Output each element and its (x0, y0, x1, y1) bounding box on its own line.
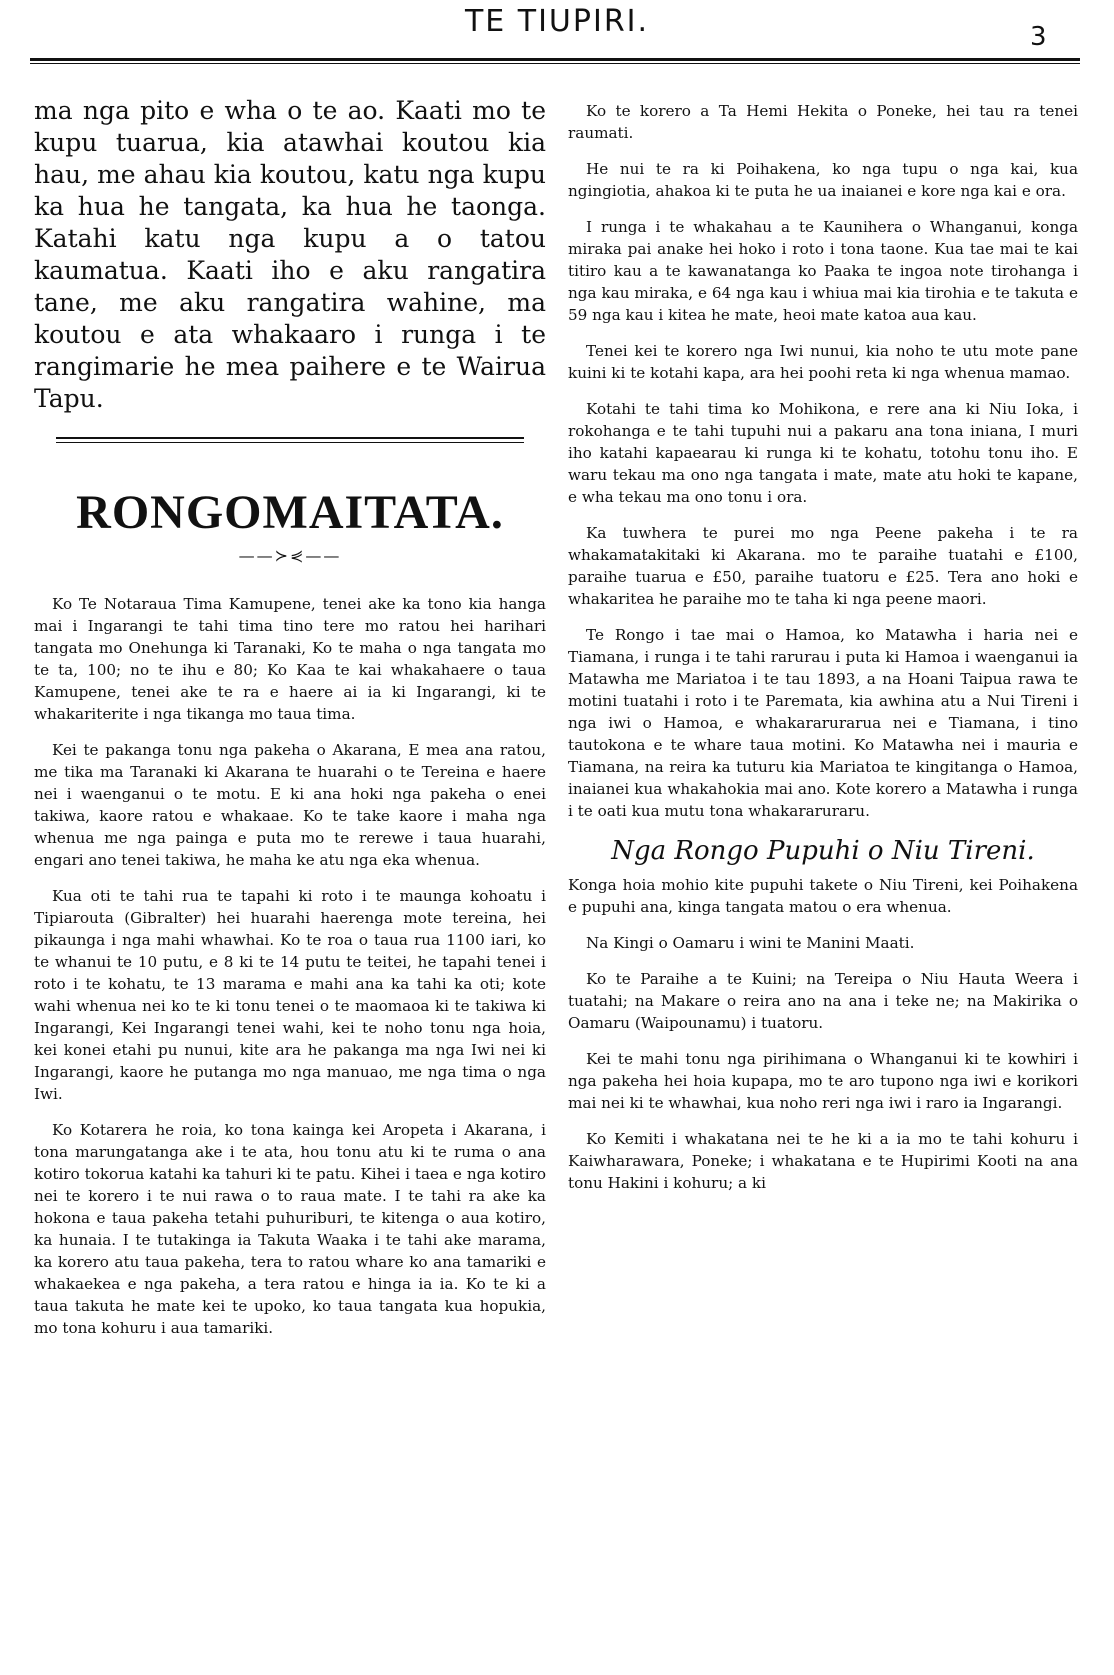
news-item: Ka tuwhera te purei mo nga Peene pakeha i te ra whakamatakitaki ki Akarana. mo te paraihe tuatahi e £100, paraihe tuarua e £50, paraihe tuatoru e £25. Tera ano hoki e whakaritea he paraihe mo te taha ki nga peene maori. (568, 524, 1078, 608)
page-number: 3 (1030, 22, 1047, 52)
header-rule (30, 58, 1080, 61)
news-item: I runga i te whakahau a te Kaunihera o Whanganui, konga miraka pai anake hei hoko i roto i tona taone. Kua tae mai te kai titiro kau a te kawanatanga ko Paaka te ingoa note tirohanga i nga kau miraka, e 64 nga kau i whiua mai kia tirohia e te takuta e 59 nga kau i kitea he mate, heoi mate katoa aua kau. (568, 218, 1078, 324)
sub-heading: Nga Rongo Pupuhi o Niu Tireni. (611, 836, 1035, 866)
news-item: Tenei kei te korero nga Iwi nunui, kia noho te utu mote pane kuini ki te kotahi kapa, ara hei poohi reta ki nga whenua mamao. (568, 342, 1078, 382)
article-paragraph: Ko Kotarera he roia, ko tona kainga kei Aropeta i Akarana, i tona marungatanga ake i te ata, hou tonu atu ki te ruma o ana kotiro tokorua katahi ka tahuri ki te patu. Kihei i taea e nga kotiro nei te korero i te nui rawa o to raua mate. I te tahi ra ake ka hokona e taua pakeha tetahi puhuriburi, te kitenga o aua kotiro, ka hunaia. I te tutakinga ia Takuta Waaka i te tahi ake marama, ka korero atu taua pakeha, tera to ratou whare ko ana tamariki e whakaekea e nga pakeha, a tera ratou e hinga ia ia. Ko te ki a taua takuta he mate kei te upoko, ko taua tangata kua hopukia, mo tona kohuru i aua tamariki. (34, 1121, 546, 1337)
page-header (0, 0, 1114, 70)
news-item: Ko Kemiti i whakatana nei te he ki a ia mo te tahi kohuru i Kaiwharawara, Poneke; i whakatana e te Hupirimi Kooti na ana tonu Hakini i kohuru; a ki (568, 1130, 1078, 1192)
section-heading: RONGOMAITATA. (76, 486, 504, 539)
article-paragraph: Kua oti te tahi rua te tapahi ki roto i te maunga kohoatu i Tipiarouta (Gibralter) hei huarahi haerenga mote tereina, hei pikaunga i nga mahi whawhai. Ko te roa o taua rua 1100 iari, ko te whanui te 10 putu, e 8 ki te 14 putu te teitei, he tapahi tenei i roto i te kohatu, te 13 marama e mahi ana ka tahi ka oti; kote wahi whenua nei ko te ki tonu tenei o te maomaoa ki te takiwa ki Ingarangi, Kei Ingarangi tenei wahi, kei te noho tonu nga hoia, kei konei etahi pu nunui, kite ara he pakanga ma nga Iwi nei ki Ingarangi, kaore he putanga mo nga manuao, me nga tima o nga Iwi. (34, 887, 546, 1103)
news-item: Ko te korero a Ta Hemi Hekita o Poneke, hei tau ra tenei raumati. (568, 102, 1078, 142)
header-rule-thin (30, 63, 1080, 64)
ornament: ——≻⋞—— (238, 546, 342, 565)
masthead-title: TE TIUPIRI. (464, 4, 650, 39)
news-item: Ko te Paraihe a te Kuini; na Tereipa o Niu Hauta Weera i tuatahi; na Makare o reira ano na ana i teke ne; na Makirika o Oamaru (Waipounamu) i tuatoru. (568, 970, 1078, 1032)
news-item: Konga hoia mohio kite pupuhi takete o Niu Tireni, kei Poihakena e pupuhi ana, kinga tangata matou o era whenua. (568, 876, 1078, 916)
news-item: Te Rongo i tae mai o Hamoa, ko Matawha i haria nei e Tiamana, i runga i te tahi rarurau i puta ki Hamoa i waenganui ia Matawha me Mariatoa i te tau 1893, a na Hoani Taipua rawa te motini tuatahi i roto i te Paremata, kia awhina atu a Nui Tireni i nga iwi o Hamoa, e whakararurarua nei e Tiamana, i tino tautokona e te whare taua motini. Ko Matawha nei i mauria e Tiamana, na reira ka tuturu kia Mariatoa te kingitanga o Hamoa, inaianei kua whakahokia mai ano. Kote korero a Matawha i runga i te oati kua mutu tona whakararuraru. (568, 626, 1078, 820)
lead-paragraph: ma nga pito e wha o te ao. Kaati mo te kupu tuarua, kia atawhai koutou kia hau, me ahau kia koutou, katu nga kupu ka hua he tangata, ka hua he taonga. Katahi katu nga kupu a o tatou kaumatua. Kaati iho e aku rangatira tane, me aku rangatira wahine, ma koutou e ata whakaaro i runga i te rangimarie he mea paihere e te Wairua Tapu. (34, 96, 546, 413)
right-column (568, 100, 1078, 1208)
news-item: Na Kingi o Oamaru i wini te Manini Maati. (586, 934, 915, 952)
article-paragraph: Kei te pakanga tonu nga pakeha o Akarana, E mea ana ratou, me tika ma Taranaki ki Akarana te huarahi o te Tereina e haere nei i waenganui o te motu. E ki ana hoki nga pakeha o enei takiwa, kaore ratou e whakaae. Ko te take kaore i maha nga whenua me nga painga e puta mo te rerewe i taua huarahi, engari ano tenei takiwa, he maha ke atu nga eka whenua. (34, 741, 546, 869)
section-divider (34, 437, 546, 443)
news-item: He nui te ra ki Poihakena, ko nga tupu o nga kai, kua ngingiotia, ahakoa ki te puta he ua inaianei e kore nga kai e ora. (568, 160, 1078, 200)
news-item: Kei te mahi tonu nga pirihimana o Whanganui ki te kowhiri i nga pakeha hei hoia kupapa, mo te aro tupono nga iwi e korikori mai nei ki te whawhai, kua noho reri nga iwi i raro ia Ingarangi. (568, 1050, 1078, 1112)
news-item: Kotahi te tahi tima ko Mohikona, e rere ana ki Niu Ioka, i rokohanga e te tahi tupuhi nui a pakaru ana tona iniana, I muri iho katahi kapaearau ki runga ki te kohatu, totohu tonu iho. E waru tekau ma ono nga tangata i mate, mate atu hoki te kapane, e wha tekau ma ono tonu i ora. (568, 400, 1078, 506)
left-column (34, 95, 546, 1353)
article-paragraph: Ko Te Notaraua Tima Kamupene, tenei ake ka tono kia hanga mai i Ingarangi te tahi tima tino tere mo ratou hei harihari tangata mo Onehunga ki Taranaki, Ko te maha o nga tangata mo te ta, 100; no te ihu e 80; Ko Kaa te kai whakahaere o taua Kamupene, tenei ake te ra e haere ai ia ki Ingarangi, ki te whakariterite i nga tikanga mo taua tima. (34, 595, 546, 723)
